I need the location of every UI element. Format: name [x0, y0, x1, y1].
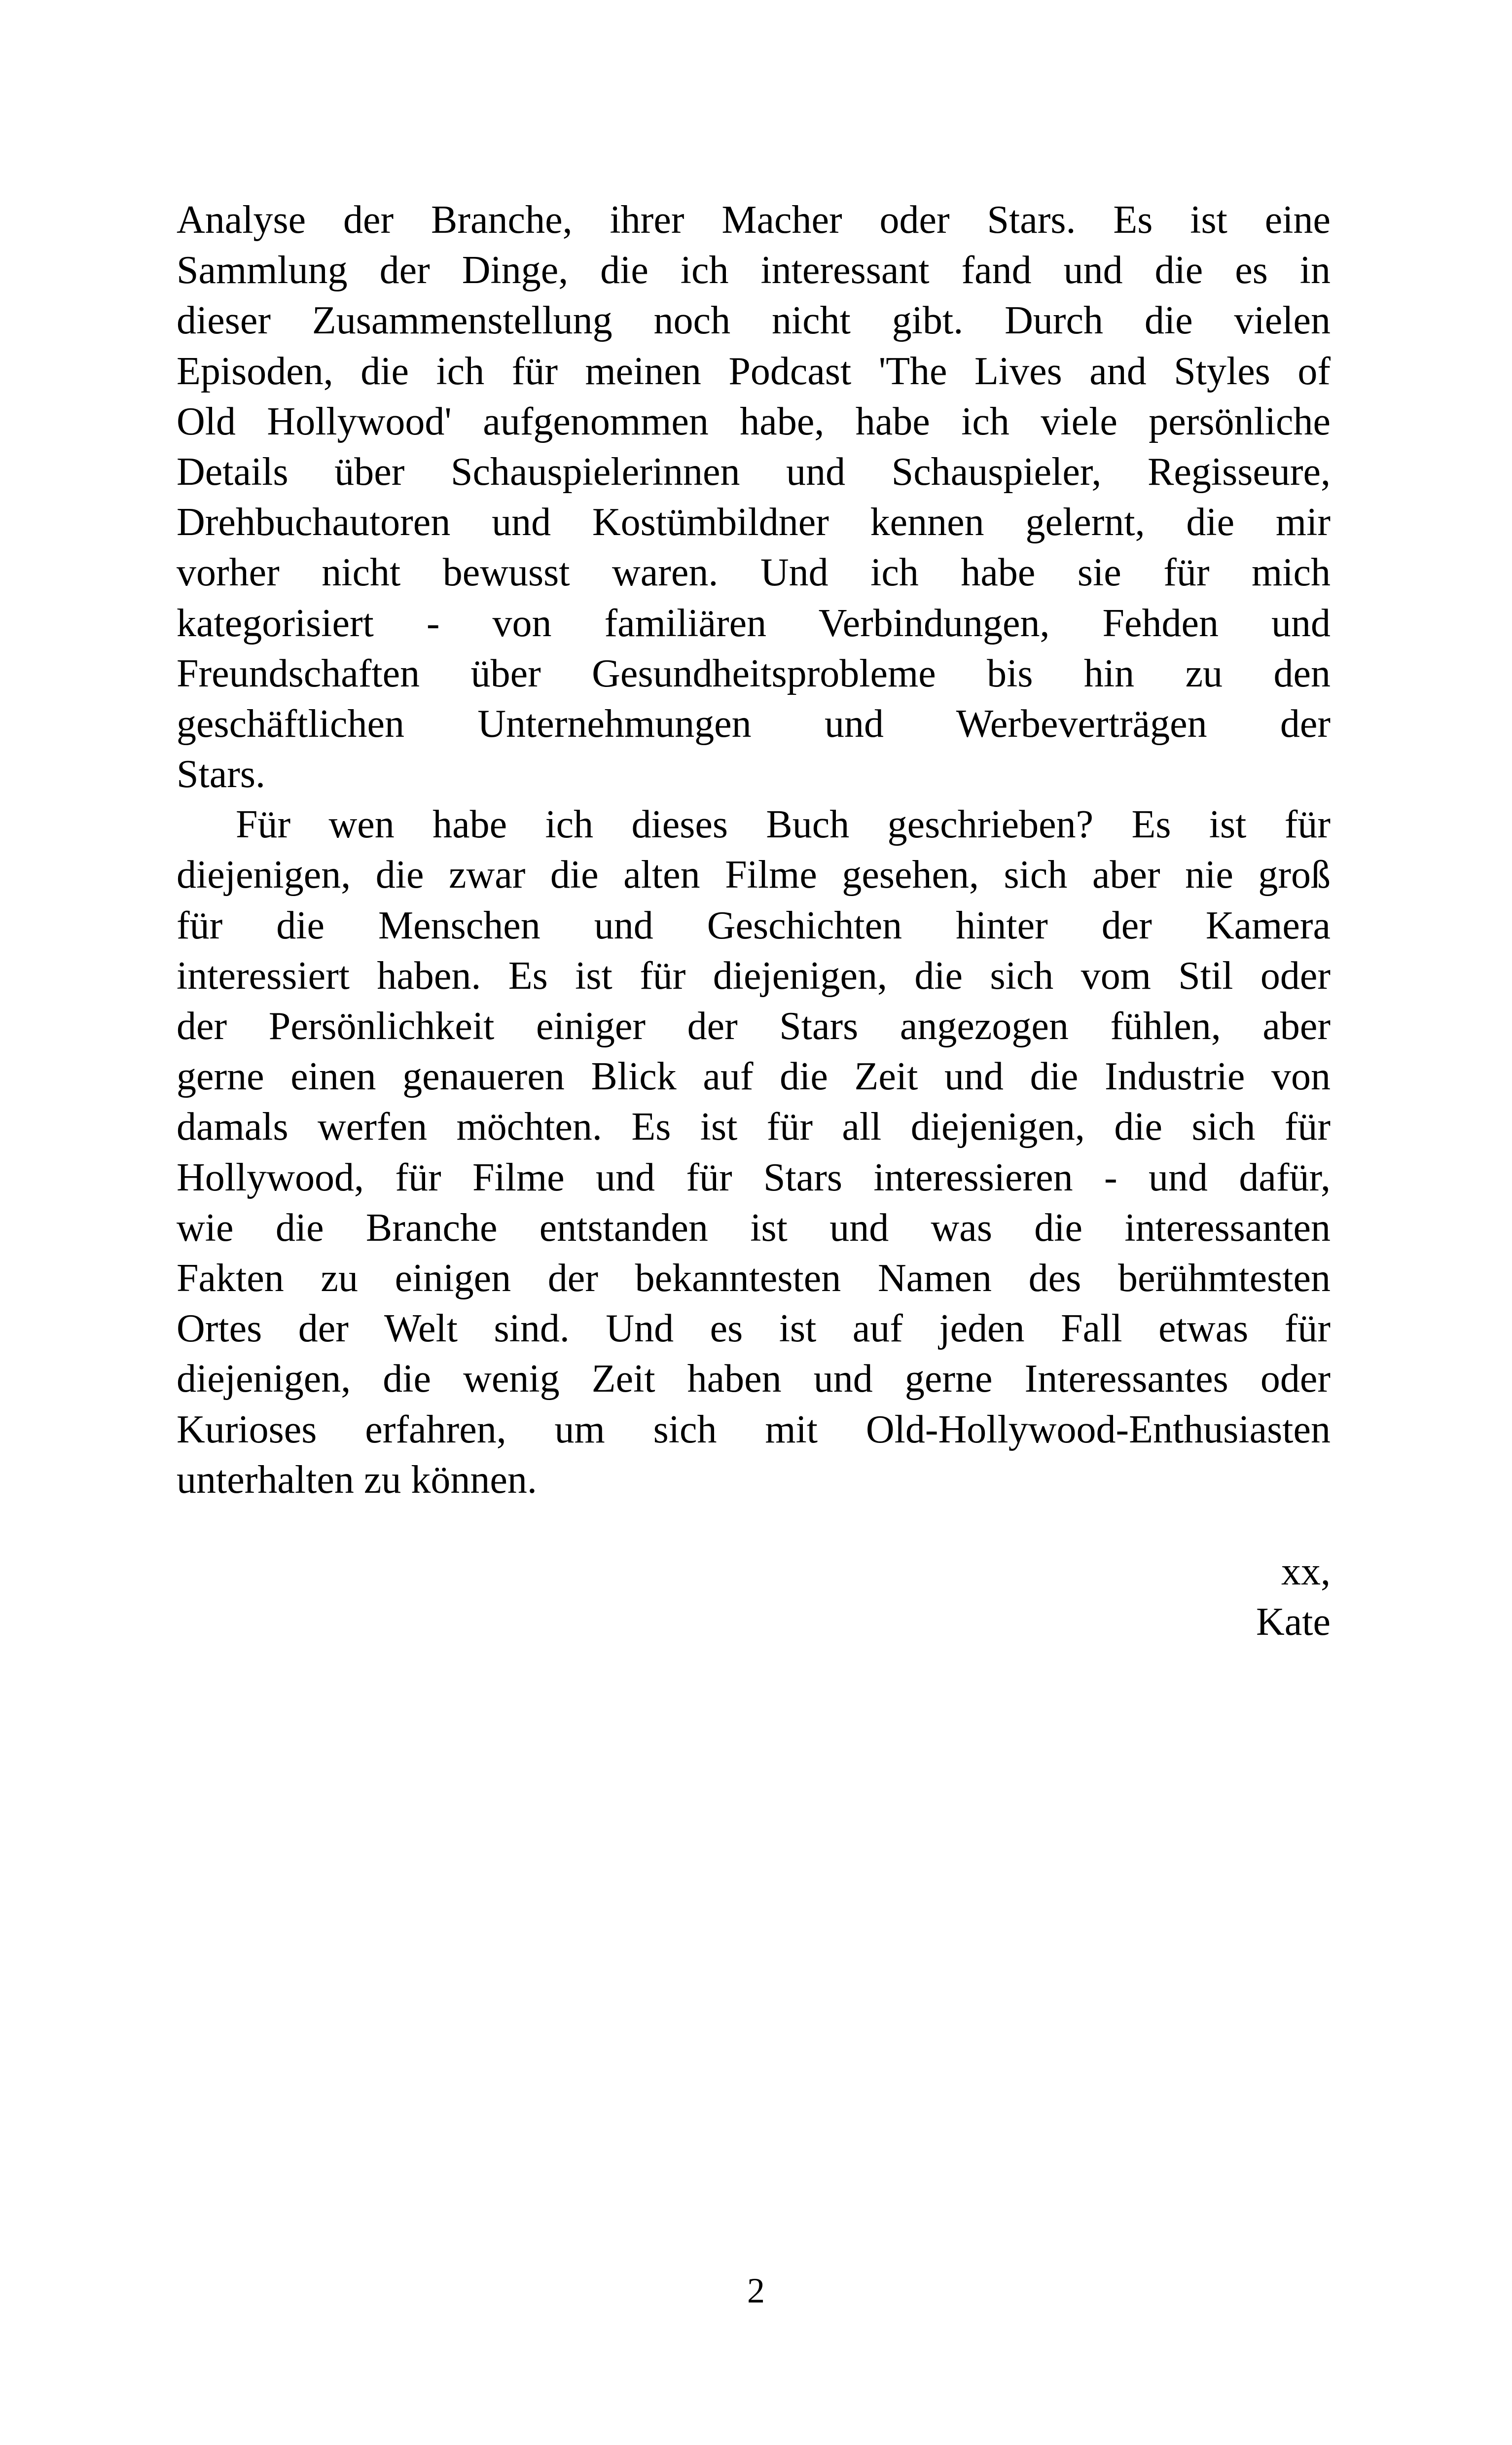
text-line: Old Hollywood' aufgenommen habe, habe ich viele persönliche	[177, 399, 1331, 443]
text-line: damals werfen möchten. Es ist für all diejenigen, die sich für	[177, 1105, 1331, 1149]
signature-name: Kate	[1256, 1600, 1331, 1644]
text-line: der Persönlichkeit einiger der Stars angezogen fühlen, aber	[177, 1005, 1331, 1048]
text-line: Details über Schauspielerinnen und Schauspieler, Regisseure,	[177, 450, 1331, 494]
text-line: Fakten zu einigen der bekanntesten Namen des berühmtesten	[177, 1256, 1331, 1300]
text-line: Ortes der Welt sind. Und es ist auf jeden Fall etwas für	[177, 1307, 1331, 1351]
signature-block	[1256, 1546, 1331, 1647]
text-line: diejenigen, die zwar die alten Filme gesehen, sich aber nie groß	[177, 853, 1331, 897]
text-line: gerne einen genaueren Blick auf die Zeit und die Industrie von	[177, 1055, 1331, 1099]
page-number: 2	[747, 2271, 765, 2310]
text-line: wie die Branche entstanden ist und was die interessanten	[177, 1206, 1331, 1250]
text-line: Sammlung der Dinge, die ich interessant fand und die es in	[177, 249, 1331, 292]
paragraph	[177, 195, 1331, 799]
text-line: interessiert haben. Es ist für diejenigen, die sich vom Stil oder	[177, 954, 1331, 998]
text-line: Kurioses erfahren, um sich mit Old-Hollywood-Enthusiasten	[177, 1407, 1331, 1451]
text-line: Drehbuchautoren und Kostümbildner kennen gelernt, die mir	[177, 501, 1331, 544]
text-line: unterhalten zu können.	[177, 1458, 537, 1502]
text-line: Hollywood, für Filme und für Stars interessieren - und dafür,	[177, 1155, 1331, 1199]
signature-closing: xx,	[1281, 1550, 1331, 1593]
paragraph	[177, 799, 1331, 1505]
text-line: geschäftlichen Unternehmungen und Werbeverträgen der	[177, 702, 1331, 746]
text-line: kategorisiert - von familiären Verbindungen, Fehden und	[177, 601, 1331, 645]
text-line: für die Menschen und Geschichten hinter der Kamera	[177, 903, 1331, 947]
body-text	[177, 195, 1331, 1505]
text-line: Stars.	[177, 753, 265, 796]
text-line: Analyse der Branche, ihrer Macher oder Stars. Es ist eine	[177, 198, 1331, 242]
text-line: diejenigen, die wenig Zeit haben und gerne Interessantes oder	[177, 1357, 1331, 1401]
text-line: Freundschaften über Gesundheitsprobleme bis hin zu den	[177, 651, 1331, 695]
text-line: dieser Zusammenstellung noch nicht gibt. Durch die vielen	[177, 299, 1331, 343]
text-line: Episoden, die ich für meinen Podcast 'The Lives and Styles of	[177, 349, 1331, 393]
text-line: vorher nicht bewusst waren. Und ich habe sie für mich	[177, 551, 1331, 595]
text-line: Für wen habe ich dieses Buch geschrieben? Es ist für	[236, 803, 1331, 847]
